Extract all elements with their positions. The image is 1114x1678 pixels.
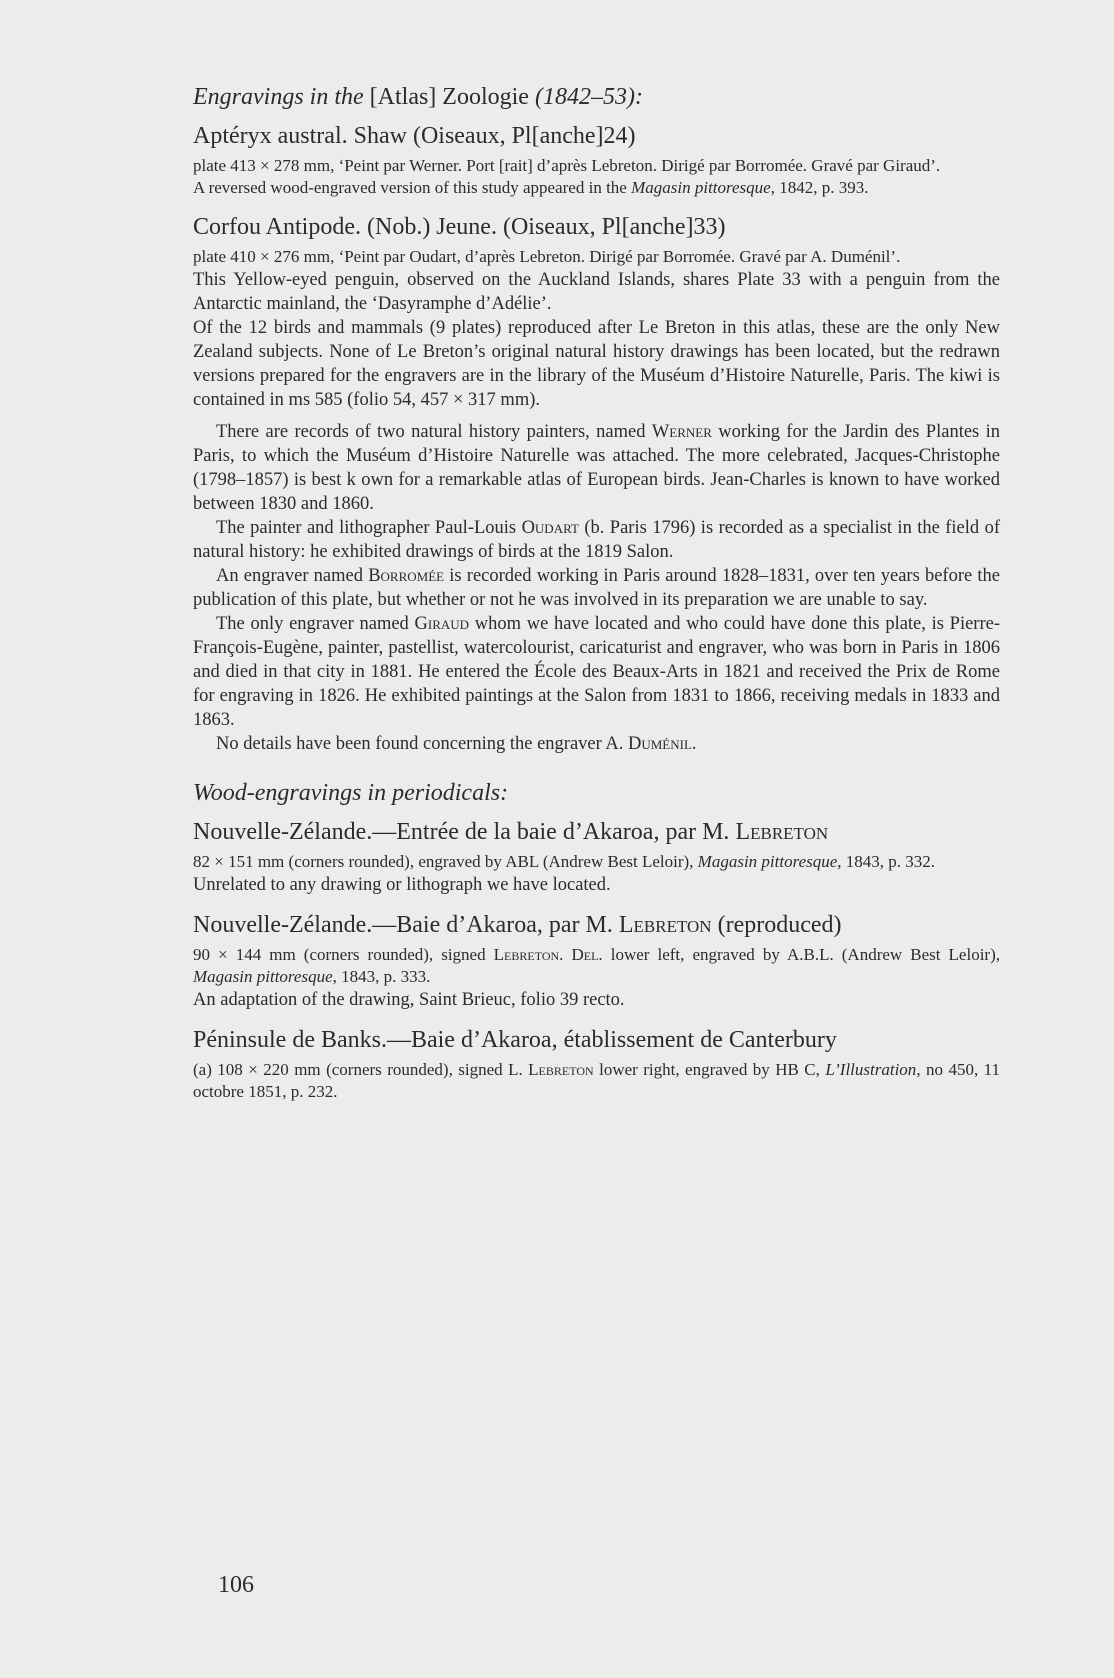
note-apteryx: A reversed wood-engraved version of this study appeared in the Magasin pittoresque, 1842, p. 393.: [193, 178, 869, 197]
meta-baie-akaroa: 90 × 144 mm (corners rounded), signed Lebreton. Del. lower left, engraved by A.B.L. (Andrew Best Leloir), Magasin pittoresque, 1843, p. 333.: [193, 945, 1000, 986]
note-werner: There are records of two natural history painters, named Werner working for the Jardin des Plantes in Paris, to which the Muséum d’Histoire Naturelle was attached. The more celebrated, Jacques-Christophe (1798–1857) is best k own for a remarkable atlas of European birds. Jean-Charles is known to have worked between 1830 and 1860.: [193, 422, 1000, 514]
entry-title-peninsule-banks: Péninsule de Banks.—Baie d’Akaroa, établissement de Canterbury: [193, 1027, 837, 1053]
note-dumenil: No details have been found concerning the engraver A. Duménil.: [216, 734, 697, 754]
meta-entree-akaroa: 82 × 151 mm (corners rounded), engraved by ABL (Andrew Best Leloir), Magasin pittoresque, 1843, p. 332.: [193, 852, 936, 871]
page-number: 106: [218, 1572, 254, 1598]
plate-description-apteryx: plate 413 × 278 mm, ‘Peint par Werner. Port [rait] d’après Lebreton. Dirigé par Borromée. Gravé par Giraud’.: [193, 156, 941, 175]
entry-title-baie-akaroa: Nouvelle-Zélande.—Baie d’Akaroa, par M. Lebreton (reproduced): [193, 912, 842, 938]
entry-title-corfou: Corfou Antipode. (Nob.) Jeune. (Oiseaux, Pl[anche]33): [193, 214, 726, 240]
meta-peninsule-banks: (a) 108 × 220 mm (corners rounded), signed L. Lebreton lower right, engraved by HB C, L’Illustration, no 450, 11 octobre 1851, p. 232.: [193, 1060, 1000, 1101]
note-oudart: The painter and lithographer Paul-Louis Oudart (b. Paris 1796) is recorded as a specialist in the field of natural history: he exhibited drawings of birds at the 1819 Salon.: [193, 518, 1000, 562]
paragraph-birds-mammals: Of the 12 birds and mammals (9 plates) reproduced after Le Breton in this atlas, these are the only New Zealand subjects. None of Le Breton’s original natural history drawings has been located, but the redrawn versions prepared for the engravers are in the library of the Muséum d’Histoire Naturelle, Paris. The kiwi is contained in ms 585 (folio 54, 457 × 317 mm).: [193, 318, 1000, 410]
note-baie-akaroa: An adaptation of the drawing, Saint Brieuc, folio 39 recto.: [193, 990, 625, 1010]
section-heading-periodicals: Wood-engravings in periodicals:: [193, 780, 509, 806]
note-giraud: The only engraver named Giraud whom we have located and who could have done this plate, is Pierre-François-Eugène, painter, pastellist, watercolourist, caricaturist and engraver, who was born in Paris in 1806 and died in that city in 1881. He entered the École des Beaux-Arts in 1821 and received the Prix de Rome for engraving in 1826. He exhibited paintings at the Salon from 1831 to 1866, receiving medals in 1833 and 1863.: [193, 614, 1000, 730]
note-entree-akaroa: Unrelated to any drawing or lithograph we have located.: [193, 875, 611, 895]
entry-title-entree-akaroa: Nouvelle-Zélande.—Entrée de la baie d’Akaroa, par M. Lebreton: [193, 819, 829, 845]
paragraph-penguin: This Yellow-eyed penguin, observed on the Auckland Islands, shares Plate 33 with a penguin from the Antarctic mainland, the ‘Dasyramphe d’Adélie’.: [193, 270, 1000, 314]
entry-title-apteryx: Aptéryx austral. Shaw (Oiseaux, Pl[anche]24): [193, 123, 636, 149]
section-heading-atlas: Engravings in the [Atlas] Zoologie (1842–53):: [193, 84, 643, 110]
plate-description-corfou: plate 410 × 276 mm, ‘Peint par Oudart, d’après Lebreton. Dirigé par Borromée. Gravé par A. Duménil’.: [193, 247, 901, 266]
note-borromee: An engraver named Borromée is recorded working in Paris around 1828–1831, over ten years before the publication of this plate, but whether or not he was involved in its preparation we are unable to say.: [193, 566, 1000, 610]
